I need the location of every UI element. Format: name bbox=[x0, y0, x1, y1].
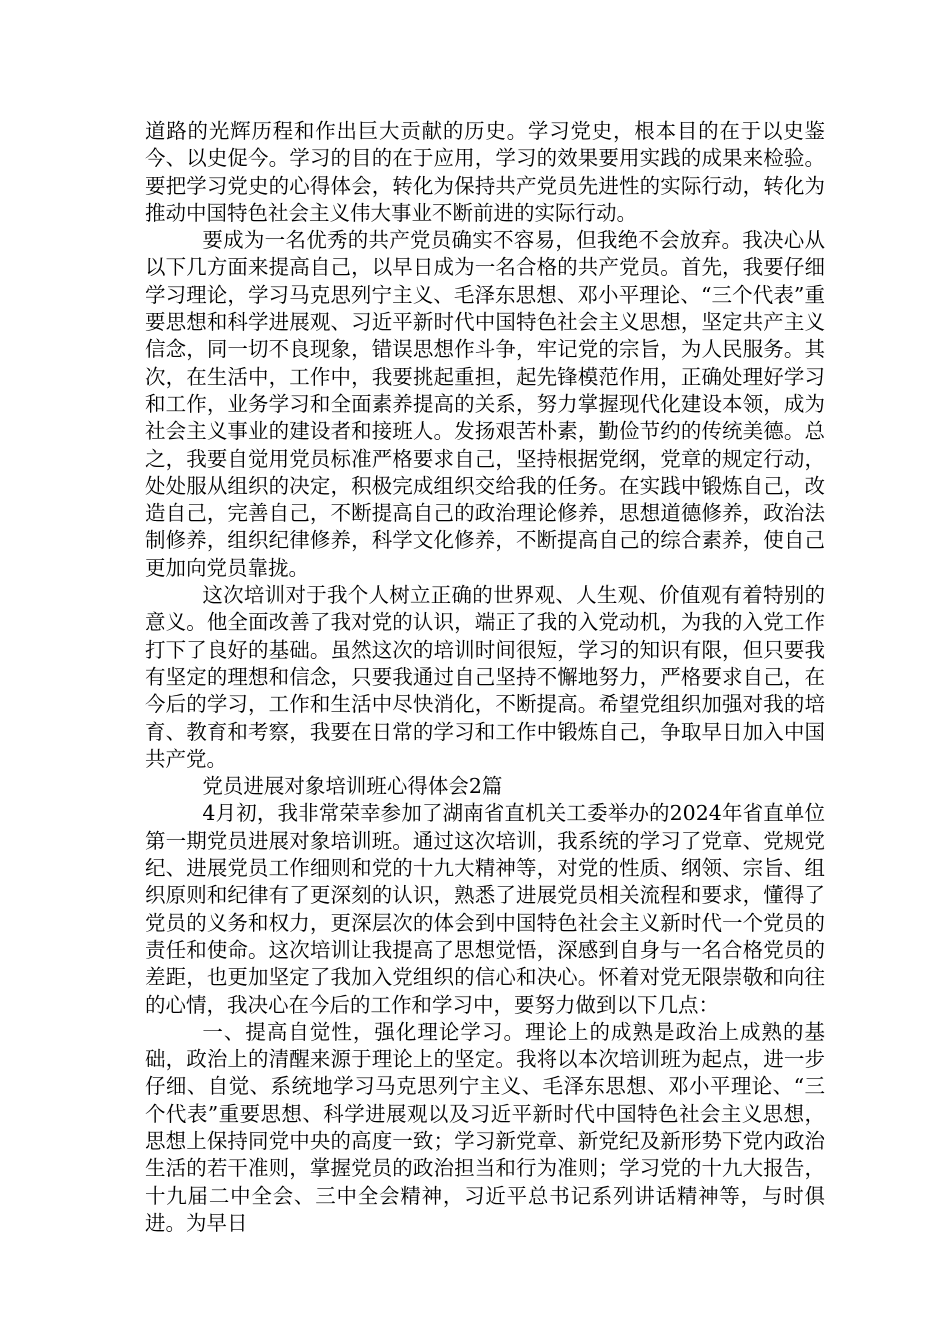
section-heading: 党员进展对象培训班心得体会2篇 bbox=[202, 774, 503, 799]
paragraph-4: 4月初，我非常荣幸参加了湖南省直机关工委举办的2024年省直单位第一期党员进展对象培训班。通过这次培训，我系统的学习了党章、党规党纪、进展党员工作细则和党的十九大精神等，对党的性质、纲领、宗旨、组织原则和纪律有了更深刻的认识，熟悉了进展党员相关流程和要求，懂得了党员的义务和权力，更深层次的体会到中国特色社会主义新时代一个党员的责任和使命。这次培训让我提高了思想觉悟，深感到自身与一名合格党员的差距，也更加坚定了我加入党组织的信心和决心。怀着对党无限崇敬和向往的心情，我决心在今后的工作和学习中，要努力做到以下几点： bbox=[145, 801, 825, 1017]
paragraph-5: 一、提高自觉性，强化理论学习。理论上的成熟是政治上成熟的基础，政治上的清醒来源于理论上的坚定。我将以本次培训班为起点，进一步仔细、自觉、系统地学习马克思列宁主义、毛泽东思想、邓小平理论、“三个代表”重要思想、科学进展观以及习近平新时代中国特色社会主义思想，思想上保持同党中央的高度一致；学习新党章、新党纪及新形势下党内政治生活的若干准则，掌握党员的政治担当和行为准则；学习党的十九大报告，十九届二中全会、三中全会精神，习近平总书记系列讲话精神等，与时俱进。为早日 bbox=[145, 1019, 825, 1235]
document-page bbox=[145, 118, 825, 1237]
paragraph-1: 道路的光辉历程和作出巨大贡献的历史。学习党史，根本目的在于以史鉴今、以史促今。学习的目的在于应用，学习的效果要用实践的成果来检验。要把学习党史的心得体会，转化为保持共产党员先进性的实际行动，转化为推动中国特色社会主义伟大事业不断前进的实际行动。 bbox=[145, 119, 825, 225]
paragraph-3: 这次培训对于我个人树立正确的世界观、人生观、价值观有着特别的意义。他全面改善了我对党的认识，端正了我的入党动机，为我的入党工作打下了良好的基础。虽然这次的培训时间很短，学习的知识有限，但只要我有坚定的理想和信念，只要我通过自己坚持不懈地努力，严格要求自己，在今后的学习，工作和生活中尽快消化，不断提高。希望党组织加强对我的培育、教育和考察，我要在日常的学习和工作中锻炼自己，争取早日加入中国共产党。 bbox=[145, 583, 825, 771]
paragraph-2: 要成为一名优秀的共产党员确实不容易，但我绝不会放弃。我决心从以下几方面来提高自己，以早日成为一名合格的共产党员。首先，我要仔细学习理论，学习马克思列宁主义、毛泽东思想、邓小平理论、“三个代表”重要思想和科学进展观、习近平新时代中国特色社会主义思想，坚定共产主义信念，同一切不良现象，错误思想作斗争，牢记党的宗旨，为人民服务。其次，在生活中，工作中，我要挑起重担，起先锋模范作用，正确处理好学习和工作，业务学习和全面素养提高的关系，努力掌握现代化建设本领，成为社会主义事业的建设者和接班人。发扬艰苦朴素，勤俭节约的传统美德。总之，我要自觉用党员标准严格要求自己，坚持根据党纲，党章的规定行动，处处服从组织的决定，积极完成组织交给我的任务。在实践中锻炼自己，改造自己，完善自己，不断提高自己的政治理论修养，思想道德修养，政治法制修养，组织纪律修养，科学文化修养，不断提高自己的综合素养，使自己更加向党员靠拢。 bbox=[145, 228, 825, 580]
